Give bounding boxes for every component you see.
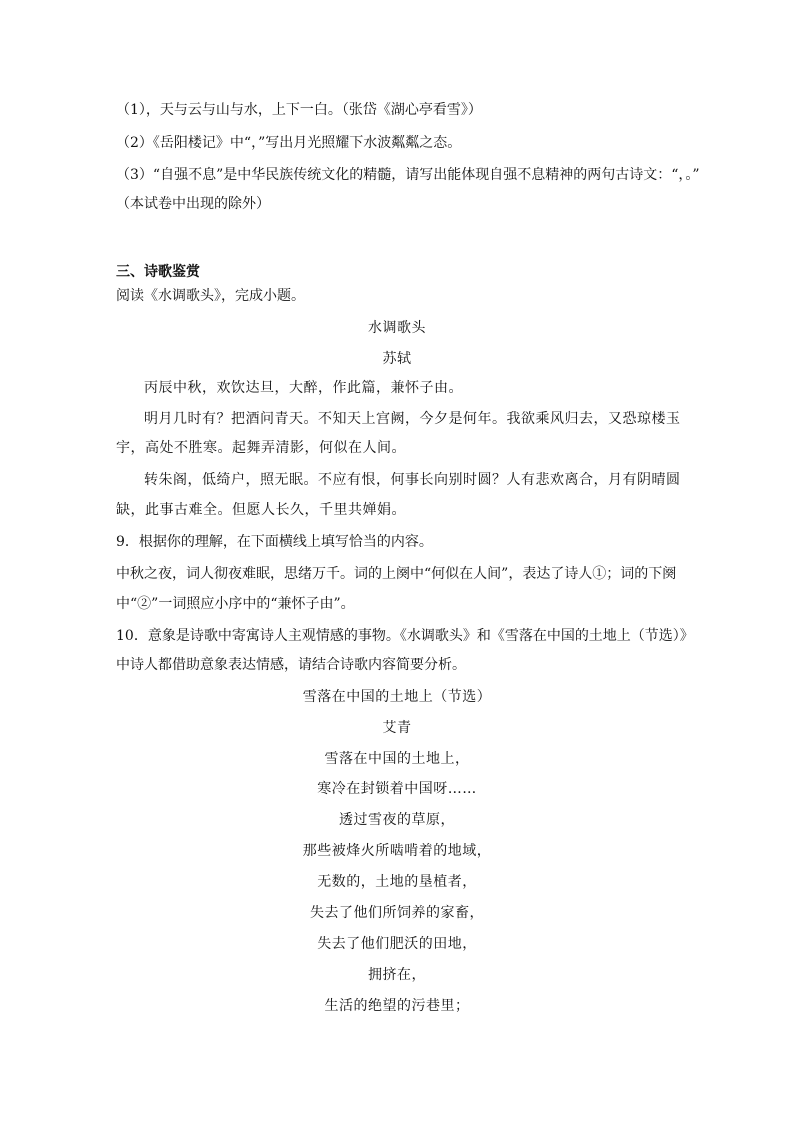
fill-question-3-line2: （本试卷中出现的除外） (116, 196, 270, 212)
poem2-line: 雪落在中国的土地上， (324, 751, 470, 767)
poem2-line: 寒冷在封锁着中国呀…… (317, 781, 477, 797)
poem2-line: 生活的绝望的污巷里； (324, 998, 470, 1014)
poem2-line: 拥挤在， (368, 967, 426, 983)
poem1-para2-line2: 缺，此事古难全。但愿人长久，千里共婵娟。 (116, 502, 406, 518)
fill-question-3-line1: （3）“自强不息”是中华民族传统文化的精髓，请写出能体现自强不息精神的两句古诗文：“，。” (116, 167, 700, 183)
poem1-para2-line1: 转朱阁，低绮户，照无眠。不应有恨，何事长向别时圆？人有悲欢离合，月有阴晴圆 (144, 472, 681, 488)
question-10-line2: 中诗人都借助意象表达情感，请结合诗歌内容简要分析。 (116, 657, 466, 673)
poem1-para1-line1: 明月几时有？把酒问青天。不知天上宫阙，今夕是何年。我欲乘风归去，又恐琼楼玉 (144, 411, 681, 427)
poem2-line: 失去了他们肥沃的田地， (317, 936, 477, 952)
poem2-line: 那些被烽火所啮啃着的地域， (302, 843, 492, 859)
question-9-line1: 中秋之夜，词人彻夜难眠，思绪万千。词的上阕中“何似在人间”，表达了诗人①；词的下阕 (116, 566, 677, 582)
poem2-line: 透过雪夜的草原， (339, 812, 455, 828)
question-10-line1: 10．意象是诗歌中寄寓诗人主观情感的事物。《水调歌头》和《雪落在中国的土地上（节选）》 (116, 628, 694, 644)
poem1-author: 苏轼 (382, 351, 412, 367)
fill-question-2: （2）《岳阳楼记》中“，”写出月光照耀下水波粼粼之态。 (116, 135, 462, 151)
section-instruction: 阅读《水调歌头》，完成小题。 (116, 288, 305, 304)
question-9-stem: 9．根据你的理解，在下面横线上填写恰当的内容。 (116, 534, 433, 550)
fill-question-1: （1），天与云与山与水，上下一白。（张岱《湖心亭看雪》） (116, 102, 482, 118)
poem2-line: 失去了他们所饲养的家畜， (310, 905, 484, 921)
poem1-title: 水调歌头 (368, 320, 426, 336)
section-heading: 三、诗歌鉴赏 (116, 264, 200, 280)
poem2-title: 雪落在中国的土地上（节选） (302, 689, 492, 705)
question-9-line2: 中“②”一词照应小序中的“兼怀子由”。 (116, 596, 355, 612)
poem2-line: 无数的，土地的垦植者， (317, 874, 477, 890)
poem1-para1-line2: 宇，高处不胜寒。起舞弄清影，何似在人间。 (116, 440, 406, 456)
poem1-preface: 丙辰中秋，欢饮达旦，大醉，作此篇，兼怀子由。 (144, 380, 463, 396)
poem2-author: 艾青 (382, 720, 412, 736)
